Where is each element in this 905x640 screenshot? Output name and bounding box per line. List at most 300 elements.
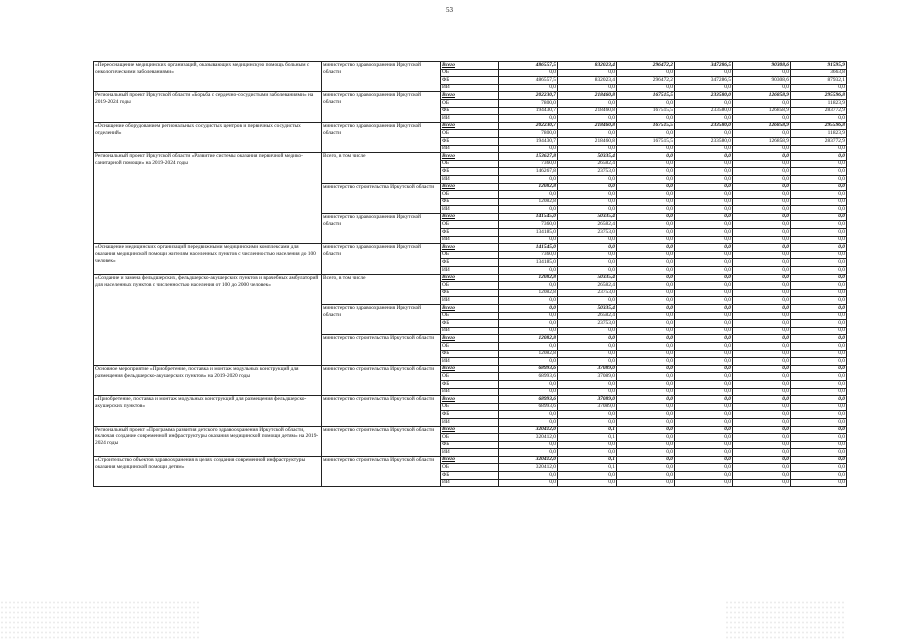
amount-cell: 0,0 xyxy=(733,99,791,107)
amount-cell: 0,0 xyxy=(675,441,733,449)
amount-cell: 0,0 xyxy=(558,69,617,77)
amount-cell: 0,0 xyxy=(733,213,791,221)
amount-cell: 0,0 xyxy=(558,479,617,487)
amount-cell: 0,0 xyxy=(675,236,733,244)
amount-cell: 0,0 xyxy=(675,365,733,373)
amount-cell: 0,0 xyxy=(617,327,675,335)
amount-cell: 0,0 xyxy=(617,206,675,214)
measure-name: Региональный проект Иркутской области «Развитие системы оказания первичной медико-санитарной помощи» на 2019-2024 годы xyxy=(94,153,322,244)
amount-cell: 0,0 xyxy=(733,327,791,335)
amount-cell: 0,0 xyxy=(558,259,617,267)
amount-cell: 0,0 xyxy=(733,115,791,123)
amount-cell: 0,0 xyxy=(617,244,675,252)
amount-cell: 0,0 xyxy=(733,145,791,153)
measure-name: «Создание и замена фельдшерских, фельдшерско-акушерских пунктов и врачебных амбулаторий для населенных пунктов с численностью населения от 100 до 2000 человек» xyxy=(94,274,322,365)
amount-cell: 0,0 xyxy=(675,229,733,237)
amount-cell: 0,0 xyxy=(617,403,675,411)
funding-source: ОБ xyxy=(441,160,499,168)
amount-cell: 0,0 xyxy=(675,267,733,275)
amount-cell: 0,0 xyxy=(791,191,847,199)
amount-cell: 0,0 xyxy=(733,411,791,419)
amount-cell: 90308,6 xyxy=(733,77,791,85)
amount-cell: 0,0 xyxy=(675,479,733,487)
amount-cell: 167515,5 xyxy=(617,137,675,145)
amount-cell: 0,0 xyxy=(675,456,733,464)
funding-source: ФБ xyxy=(441,472,499,480)
amount-cell: 0,0 xyxy=(675,342,733,350)
amount-cell: 126858,9 xyxy=(733,122,791,130)
table-row xyxy=(94,244,847,252)
amount-cell: 0,0 xyxy=(791,160,847,168)
amount-cell: 0,0 xyxy=(499,479,558,487)
amount-cell: 0,0 xyxy=(499,388,558,396)
amount-cell: 0,0 xyxy=(733,251,791,259)
amount-cell: 0,0 xyxy=(617,221,675,229)
amount-cell: 0,0 xyxy=(791,403,847,411)
amount-cell: 0,0 xyxy=(733,198,791,206)
amount-cell: 0,0 xyxy=(791,236,847,244)
amount-cell: 0,0 xyxy=(558,350,617,358)
amount-cell: 0,0 xyxy=(675,434,733,442)
amount-cell: 0,0 xyxy=(617,358,675,366)
funding-source: Всего xyxy=(441,305,499,313)
amount-cell: 0,0 xyxy=(558,411,617,419)
funding-source: ИИ xyxy=(441,297,499,305)
funding-source: ФБ xyxy=(441,350,499,358)
amount-cell: 0,0 xyxy=(558,251,617,259)
amount-cell: 0,0 xyxy=(675,464,733,472)
amount-cell: 0,0 xyxy=(675,320,733,328)
table-row xyxy=(94,92,847,100)
measure-name: «Переоснащение медицинских организаций, оказывающих медицинскую помощь больным с онкологическими заболеваниями» xyxy=(94,62,322,92)
amount-cell: 0,0 xyxy=(733,342,791,350)
funding-source: ОБ xyxy=(441,191,499,199)
funding-source: ФБ xyxy=(441,198,499,206)
amount-cell: 0,0 xyxy=(733,229,791,237)
amount-cell: 7360,0 xyxy=(499,251,558,259)
amount-cell: 0,0 xyxy=(617,274,675,282)
amount-cell: 218460,8 xyxy=(558,122,617,130)
amount-cell: 126858,9 xyxy=(733,137,791,145)
amount-cell: 0,0 xyxy=(675,183,733,191)
executor: министерство строительства Иркутской области xyxy=(322,335,441,365)
amount-cell: 68993,6 xyxy=(499,403,558,411)
amount-cell: 0,0 xyxy=(675,153,733,161)
executor: министерство здравоохранения Иркутской области xyxy=(322,62,441,92)
amount-cell: 0,0 xyxy=(675,168,733,176)
amount-cell: 0,0 xyxy=(791,168,847,176)
amount-cell: 0,0 xyxy=(675,327,733,335)
page-number: 53 xyxy=(446,6,453,14)
amount-cell: 0,0 xyxy=(499,236,558,244)
funding-source: Всего xyxy=(441,183,499,191)
amount-cell: 0,0 xyxy=(617,289,675,297)
funding-source: ИИ xyxy=(441,388,499,396)
measure-name: «Приобретение, поставка и монтаж модульных конструкций для размещения фельдшерско-акушерских пунктов» xyxy=(94,396,322,426)
amount-cell: 0,0 xyxy=(675,297,733,305)
amount-cell: 0,0 xyxy=(558,191,617,199)
amount-cell: 37089,0 xyxy=(558,365,617,373)
amount-cell: 0,0 xyxy=(617,441,675,449)
amount-cell: 0,0 xyxy=(733,191,791,199)
amount-cell: 50335,4 xyxy=(558,305,617,313)
amount-cell: 0,0 xyxy=(617,282,675,290)
amount-cell: 0,0 xyxy=(791,221,847,229)
amount-cell: 0,0 xyxy=(791,289,847,297)
amount-cell: 0,0 xyxy=(675,259,733,267)
amount-cell: 0,1 xyxy=(558,434,617,442)
funding-source: Всего xyxy=(441,365,499,373)
amount-cell: 233580,0 xyxy=(675,137,733,145)
amount-cell: 3663,8 xyxy=(791,69,847,77)
amount-cell: 0,0 xyxy=(558,198,617,206)
amount-cell: 0,0 xyxy=(733,244,791,252)
amount-cell: 0,0 xyxy=(617,198,675,206)
amount-cell: 7360,0 xyxy=(499,160,558,168)
amount-cell: 0,0 xyxy=(733,160,791,168)
amount-cell: 68993,6 xyxy=(499,396,558,404)
amount-cell: 0,0 xyxy=(733,350,791,358)
amount-cell: 0,0 xyxy=(499,297,558,305)
amount-cell: 0,0 xyxy=(499,441,558,449)
amount-cell: 0,0 xyxy=(499,69,558,77)
amount-cell: 0,0 xyxy=(617,175,675,183)
funding-source: ОБ xyxy=(441,221,499,229)
amount-cell: 0,0 xyxy=(733,396,791,404)
amount-cell: 0,0 xyxy=(675,335,733,343)
amount-cell: 0,0 xyxy=(791,251,847,259)
amount-cell: 233580,0 xyxy=(675,107,733,115)
amount-cell: 11823,9 xyxy=(791,130,847,138)
amount-cell: 0,0 xyxy=(791,259,847,267)
amount-cell: 0,0 xyxy=(617,213,675,221)
funding-source: ОБ xyxy=(441,403,499,411)
amount-cell: 0,1 xyxy=(558,464,617,472)
amount-cell: 0,0 xyxy=(791,297,847,305)
amount-cell: 0,0 xyxy=(733,479,791,487)
amount-cell: 0,0 xyxy=(733,418,791,426)
funding-source: ИИ xyxy=(441,449,499,457)
amount-cell: 0,0 xyxy=(791,153,847,161)
amount-cell: 126858,9 xyxy=(733,107,791,115)
amount-cell: 141545,0 xyxy=(499,244,558,252)
amount-cell: 12082,8 xyxy=(499,183,558,191)
amount-cell: 347286,5 xyxy=(675,77,733,85)
executor: Всего, в том числе xyxy=(322,153,441,183)
amount-cell: 0,0 xyxy=(617,380,675,388)
amount-cell: 0,0 xyxy=(499,145,558,153)
amount-cell: 23753,0 xyxy=(558,289,617,297)
amount-cell: 0,1 xyxy=(558,456,617,464)
amount-cell: 486557,5 xyxy=(499,77,558,85)
amount-cell: 0,0 xyxy=(617,160,675,168)
amount-cell: 0,0 xyxy=(617,183,675,191)
amount-cell: 218460,8 xyxy=(558,92,617,100)
amount-cell: 0,0 xyxy=(499,472,558,480)
amount-cell: 0,0 xyxy=(617,320,675,328)
amount-cell: 68993,6 xyxy=(499,365,558,373)
amount-cell: 7800,0 xyxy=(499,99,558,107)
amount-cell: 0,0 xyxy=(733,434,791,442)
amount-cell: 0,0 xyxy=(791,274,847,282)
amount-cell: 0,0 xyxy=(675,289,733,297)
amount-cell: 0,0 xyxy=(499,305,558,313)
amount-cell: 0,0 xyxy=(733,69,791,77)
funding-source: ОБ xyxy=(441,373,499,381)
amount-cell: 0,0 xyxy=(733,168,791,176)
amount-cell: 0,0 xyxy=(499,342,558,350)
amount-cell: 0,0 xyxy=(499,449,558,457)
amount-cell: 0,0 xyxy=(791,472,847,480)
amount-cell: 0,0 xyxy=(499,191,558,199)
amount-cell: 0,0 xyxy=(733,236,791,244)
amount-cell: 0,0 xyxy=(791,183,847,191)
amount-cell: 0,0 xyxy=(617,297,675,305)
executor: министерство строительства Иркутской области xyxy=(322,426,441,456)
amount-cell: 0,0 xyxy=(558,115,617,123)
amount-cell: 283772,9 xyxy=(791,107,847,115)
amount-cell: 0,0 xyxy=(675,198,733,206)
executor: министерство здравоохранения Иркутской области xyxy=(322,213,441,243)
amount-cell: 26582,4 xyxy=(558,282,617,290)
funding-source: ИИ xyxy=(441,206,499,214)
executor: Всего, в том числе xyxy=(322,274,441,304)
measure-name: Региональный проект «Программа развития детского здравоохранения Иркутской области, включая создание современной инфраструктуры оказания медицинской помощи детям» на 2019-2024 годы xyxy=(94,426,322,456)
amount-cell: 0,0 xyxy=(791,479,847,487)
table-row xyxy=(94,396,847,404)
amount-cell: 0,0 xyxy=(791,342,847,350)
funding-source: ФБ xyxy=(441,320,499,328)
funding-source: Всего xyxy=(441,92,499,100)
amount-cell: 0,0 xyxy=(558,244,617,252)
amount-cell: 0,0 xyxy=(791,456,847,464)
amount-cell: 0,0 xyxy=(733,388,791,396)
amount-cell: 233580,0 xyxy=(675,92,733,100)
amount-cell: 0,0 xyxy=(617,373,675,381)
amount-cell: 68993,6 xyxy=(499,373,558,381)
amount-cell: 0,0 xyxy=(675,244,733,252)
funding-source: Всего xyxy=(441,153,499,161)
funding-source: ФБ xyxy=(441,411,499,419)
amount-cell: 0,0 xyxy=(675,350,733,358)
amount-cell: 233580,0 xyxy=(675,122,733,130)
funding-source: ОБ xyxy=(441,99,499,107)
amount-cell: 0,0 xyxy=(617,168,675,176)
executor: министерство здравоохранения Иркутской области xyxy=(322,92,441,122)
funding-source: ОБ xyxy=(441,130,499,138)
amount-cell: 0,0 xyxy=(733,206,791,214)
amount-cell: 0,0 xyxy=(791,350,847,358)
amount-cell: 320412,0 xyxy=(499,464,558,472)
amount-cell: 296472,2 xyxy=(617,62,675,70)
amount-cell: 0,0 xyxy=(558,206,617,214)
amount-cell: 0,0 xyxy=(791,229,847,237)
amount-cell: 167515,5 xyxy=(617,107,675,115)
amount-cell: 320412,0 xyxy=(499,456,558,464)
funding-source: ИИ xyxy=(441,115,499,123)
amount-cell: 91595,9 xyxy=(791,62,847,70)
amount-cell: 283772,9 xyxy=(791,137,847,145)
amount-cell: 0,0 xyxy=(499,320,558,328)
amount-cell: 23753,0 xyxy=(558,320,617,328)
amount-cell: 167515,5 xyxy=(617,92,675,100)
amount-cell: 0,0 xyxy=(675,99,733,107)
amount-cell: 194430,7 xyxy=(499,107,558,115)
amount-cell: 0,0 xyxy=(791,373,847,381)
amount-cell: 0,0 xyxy=(733,335,791,343)
amount-cell: 0,0 xyxy=(733,274,791,282)
funding-source: Всего xyxy=(441,426,499,434)
executor: министерство строительства Иркутской области xyxy=(322,365,441,395)
amount-cell: 0,0 xyxy=(675,282,733,290)
amount-cell: 37089,0 xyxy=(558,396,617,404)
table-row xyxy=(94,153,847,161)
amount-cell: 0,0 xyxy=(675,213,733,221)
funding-source: Всего xyxy=(441,396,499,404)
funding-source: ОБ xyxy=(441,434,499,442)
amount-cell: 0,0 xyxy=(617,130,675,138)
amount-cell: 0,0 xyxy=(617,267,675,275)
amount-cell: 0,0 xyxy=(558,327,617,335)
amount-cell: 0,0 xyxy=(733,289,791,297)
amount-cell: 0,0 xyxy=(733,472,791,480)
funding-source: ФБ xyxy=(441,137,499,145)
amount-cell: 12082,8 xyxy=(499,289,558,297)
amount-cell: 0,0 xyxy=(675,115,733,123)
amount-cell: 0,0 xyxy=(558,145,617,153)
amount-cell: 0,0 xyxy=(617,229,675,237)
amount-cell: 167515,5 xyxy=(617,122,675,130)
amount-cell: 202230,7 xyxy=(499,92,558,100)
amount-cell: 26582,4 xyxy=(558,160,617,168)
amount-cell: 0,0 xyxy=(733,130,791,138)
amount-cell: 7800,0 xyxy=(499,130,558,138)
amount-cell: 0,0 xyxy=(499,418,558,426)
amount-cell: 0,0 xyxy=(499,175,558,183)
amount-cell: 0,0 xyxy=(733,282,791,290)
amount-cell: 0,0 xyxy=(733,365,791,373)
amount-cell: 0,0 xyxy=(617,350,675,358)
funding-source: ФБ xyxy=(441,77,499,85)
amount-cell: 0,0 xyxy=(791,365,847,373)
amount-cell: 0,0 xyxy=(733,441,791,449)
amount-cell: 37089,0 xyxy=(558,373,617,381)
amount-cell: 218460,8 xyxy=(558,137,617,145)
amount-cell: 0,0 xyxy=(617,312,675,320)
funding-source: Всего xyxy=(441,274,499,282)
amount-cell: 26582,4 xyxy=(558,312,617,320)
amount-cell: 0,0 xyxy=(733,259,791,267)
amount-cell: 0,0 xyxy=(733,305,791,313)
amount-cell: 0,0 xyxy=(617,434,675,442)
amount-cell: 0,0 xyxy=(558,380,617,388)
amount-cell: 0,0 xyxy=(675,206,733,214)
funding-source: ОБ xyxy=(441,342,499,350)
measure-name: Региональный проект Иркутской области «Борьба с сердечно-сосудистыми заболеваниями» на 2019-2024 годы xyxy=(94,92,322,122)
amount-cell: 0,0 xyxy=(791,145,847,153)
funding-source: ИИ xyxy=(441,236,499,244)
amount-cell: 146267,8 xyxy=(499,168,558,176)
scan-noise-left xyxy=(0,600,200,640)
amount-cell: 0,0 xyxy=(617,305,675,313)
measure-name: «Оснащение медицинских организаций передвижными медицинскими комплексами для оказания медицинской помощи жителям населенных пунктов с численностью населения до 100 человек» xyxy=(94,244,322,274)
amount-cell: 0,0 xyxy=(791,305,847,313)
amount-cell: 0,0 xyxy=(675,305,733,313)
amount-cell: 0,0 xyxy=(558,358,617,366)
amount-cell: 0,0 xyxy=(558,342,617,350)
amount-cell: 0,0 xyxy=(733,221,791,229)
scan-noise-right xyxy=(725,600,845,640)
amount-cell: 202230,7 xyxy=(499,122,558,130)
amount-cell: 0,0 xyxy=(791,396,847,404)
amount-cell: 0,0 xyxy=(733,153,791,161)
amount-cell: 0,0 xyxy=(617,464,675,472)
amount-cell: 0,0 xyxy=(558,183,617,191)
amount-cell: 0,0 xyxy=(733,426,791,434)
amount-cell: 0,0 xyxy=(617,479,675,487)
amount-cell: 0,0 xyxy=(791,312,847,320)
amount-cell: 0,0 xyxy=(617,259,675,267)
funding-source: ФБ xyxy=(441,259,499,267)
amount-cell: 0,0 xyxy=(733,464,791,472)
amount-cell: 0,0 xyxy=(733,84,791,92)
amount-cell: 0,0 xyxy=(791,426,847,434)
amount-cell: 0,0 xyxy=(733,320,791,328)
amount-cell: 0,0 xyxy=(617,396,675,404)
amount-cell: 0,0 xyxy=(675,130,733,138)
amount-cell: 0,0 xyxy=(733,380,791,388)
amount-cell: 0,0 xyxy=(791,358,847,366)
amount-cell: 0,0 xyxy=(499,358,558,366)
measure-name: Основное мероприятие «Приобретение, поставка и монтаж модульных конструкций для размещения фельдшерско-акушерских пунктов» на 2019-2020 годы xyxy=(94,365,322,395)
amount-cell: 832023,4 xyxy=(558,62,617,70)
amount-cell: 0,0 xyxy=(558,472,617,480)
funding-source: ФБ xyxy=(441,380,499,388)
amount-cell: 0,0 xyxy=(617,236,675,244)
amount-cell: 218460,8 xyxy=(558,107,617,115)
funding-source: ОБ xyxy=(441,312,499,320)
amount-cell: 0,0 xyxy=(791,388,847,396)
executor: министерство строительства Иркутской области xyxy=(322,183,441,213)
amount-cell: 0,0 xyxy=(617,145,675,153)
executor: министерство строительства Иркутской области xyxy=(322,396,441,426)
amount-cell: 26582,4 xyxy=(558,221,617,229)
amount-cell: 0,0 xyxy=(617,456,675,464)
amount-cell: 0,0 xyxy=(558,297,617,305)
amount-cell: 0,0 xyxy=(733,456,791,464)
amount-cell: 0,0 xyxy=(617,449,675,457)
amount-cell: 0,0 xyxy=(499,206,558,214)
amount-cell: 0,0 xyxy=(558,267,617,275)
amount-cell: 0,0 xyxy=(675,191,733,199)
amount-cell: 0,0 xyxy=(558,130,617,138)
amount-cell: 0,0 xyxy=(675,426,733,434)
amount-cell: 0,0 xyxy=(733,312,791,320)
table-row xyxy=(94,274,847,282)
executor: министерство строительства Иркутской области xyxy=(322,456,441,486)
funding-source: ИИ xyxy=(441,358,499,366)
funding-source: ФБ xyxy=(441,441,499,449)
amount-cell: 0,0 xyxy=(499,84,558,92)
amount-cell: 0,1 xyxy=(558,426,617,434)
funding-source: ИИ xyxy=(441,479,499,487)
amount-cell: 134185,0 xyxy=(499,259,558,267)
amount-cell: 0,0 xyxy=(675,403,733,411)
amount-cell: 0,0 xyxy=(791,441,847,449)
budget-table xyxy=(93,61,847,487)
table-row xyxy=(94,426,847,434)
amount-cell: 0,0 xyxy=(558,335,617,343)
